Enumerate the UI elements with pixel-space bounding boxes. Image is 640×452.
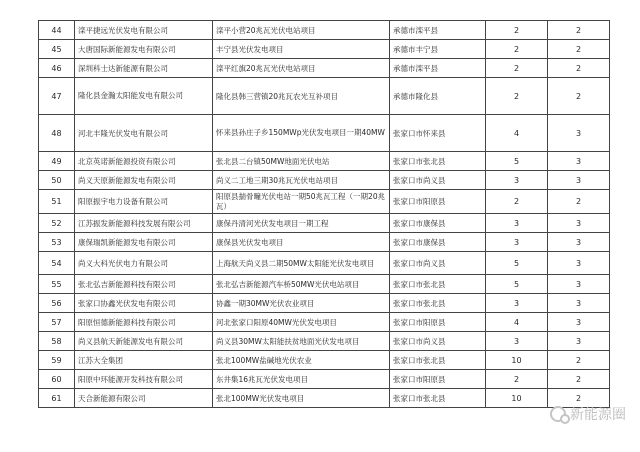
- location-cell: 张家口市怀来县: [390, 115, 486, 152]
- company-cell: 天合新能源有限公司: [75, 389, 213, 408]
- value2-cell: 2: [548, 190, 610, 214]
- value1-cell: 5: [486, 252, 548, 275]
- value2-cell: 3: [548, 252, 610, 275]
- project-cell: 阳原县揣骨疃光伏电站一期50兆瓦工程（一期20兆瓦）: [213, 190, 390, 214]
- location-cell: 张家口市阳原县: [390, 190, 486, 214]
- value1-cell: 5: [486, 152, 548, 171]
- table-row: [39, 275, 610, 294]
- company-cell: 阳原振宇电力设备有限公司: [75, 190, 213, 214]
- company-cell: 阳原恒德新能源科技有限公司: [75, 313, 213, 332]
- company-cell: 张北弘吉新能源科技有限公司: [75, 275, 213, 294]
- value1-cell: 2: [486, 190, 548, 214]
- row-number: 51: [39, 190, 75, 214]
- value2-cell: 3: [548, 171, 610, 190]
- company-cell: 张家口协鑫光伏发电有限公司: [75, 294, 213, 313]
- company-cell: 尚义天原新能源发电有限公司: [75, 171, 213, 190]
- location-cell: 承德市滦平县: [390, 59, 486, 78]
- value1-cell: 3: [486, 294, 548, 313]
- project-cell: 怀来县孙庄子乡150MWp光伏发电项目一期40MW: [213, 115, 390, 152]
- table-row: [39, 190, 610, 214]
- project-cell: 张北100MW盐碱地光伏农业: [213, 351, 390, 370]
- company-cell: 隆化县金瀚太阳能发电有限公司: [75, 78, 213, 115]
- table-row: [39, 21, 610, 40]
- location-cell: 张家口市张北县: [390, 275, 486, 294]
- row-number: 47: [39, 78, 75, 115]
- value2-cell: 3: [548, 294, 610, 313]
- company-cell: 滦平捷远光伏发电有限公司: [75, 21, 213, 40]
- table-row: [39, 332, 610, 351]
- project-cell: 协鑫一期30MW光伏农业项目: [213, 294, 390, 313]
- row-number: 49: [39, 152, 75, 171]
- table-body: [39, 21, 610, 408]
- location-cell: 承德市隆化县: [390, 78, 486, 115]
- location-cell: 张家口市张北县: [390, 351, 486, 370]
- company-cell: 河北丰隆光伏发电有限公司: [75, 115, 213, 152]
- project-table: [38, 20, 610, 408]
- table-row: [39, 294, 610, 313]
- table-row: [39, 370, 610, 389]
- company-cell: 深圳科士达新能源有限公司: [75, 59, 213, 78]
- value2-cell: 3: [548, 152, 610, 171]
- table-row: [39, 252, 610, 275]
- value2-cell: 2: [548, 59, 610, 78]
- project-cell: 上海航天尚义县二期50MW太阳能光伏发电项目: [213, 252, 390, 275]
- table-row: [39, 313, 610, 332]
- row-number: 59: [39, 351, 75, 370]
- value1-cell: 3: [486, 233, 548, 252]
- table-row: [39, 59, 610, 78]
- value1-cell: 10: [486, 351, 548, 370]
- value2-cell: 3: [548, 214, 610, 233]
- project-cell: 丰宁县光伏发电项目: [213, 40, 390, 59]
- value2-cell: 3: [548, 313, 610, 332]
- location-cell: 张家口市康保县: [390, 214, 486, 233]
- value2-cell: 3: [548, 275, 610, 294]
- row-number: 44: [39, 21, 75, 40]
- location-cell: 张家口市尚义县: [390, 171, 486, 190]
- value1-cell: 2: [486, 21, 548, 40]
- row-number: 57: [39, 313, 75, 332]
- table-row: [39, 152, 610, 171]
- value1-cell: 2: [486, 40, 548, 59]
- location-cell: 张家口市尚义县: [390, 332, 486, 351]
- value1-cell: 3: [486, 332, 548, 351]
- company-cell: 大唐国际新能源发电有限公司: [75, 40, 213, 59]
- value1-cell: 2: [486, 78, 548, 115]
- location-cell: 承德市滦平县: [390, 21, 486, 40]
- company-cell: 尚义县航天新能源发电有限公司: [75, 332, 213, 351]
- project-cell: 尚义二工地三期30兆瓦光伏电站项目: [213, 171, 390, 190]
- location-cell: 张家口市尚义县: [390, 252, 486, 275]
- row-number: 50: [39, 171, 75, 190]
- company-cell: 尚义大科光伏电力有限公司: [75, 252, 213, 275]
- location-cell: 张家口市阳原县: [390, 370, 486, 389]
- table-row: [39, 78, 610, 115]
- company-cell: 阳原中环能源开发科技有限公司: [75, 370, 213, 389]
- row-number: 58: [39, 332, 75, 351]
- table-row: [39, 40, 610, 59]
- location-cell: 张家口市张北县: [390, 389, 486, 408]
- watermark: [550, 404, 626, 424]
- company-cell: 北京英诺新能源投资有限公司: [75, 152, 213, 171]
- project-cell: 滦平红旗20兆瓦光伏电站项目: [213, 59, 390, 78]
- project-cell: 康保丹清河光伏发电项目一期工程: [213, 214, 390, 233]
- project-cell: 张北县二台镇50MW地面光伏电站: [213, 152, 390, 171]
- row-number: 60: [39, 370, 75, 389]
- row-number: 46: [39, 59, 75, 78]
- value2-cell: 2: [548, 351, 610, 370]
- value1-cell: 2: [486, 59, 548, 78]
- value1-cell: 3: [486, 214, 548, 233]
- company-cell: 江苏大全集团: [75, 351, 213, 370]
- value2-cell: 2: [548, 389, 610, 408]
- value2-cell: 3: [548, 233, 610, 252]
- location-cell: 张家口市康保县: [390, 233, 486, 252]
- location-cell: 张家口市阳原县: [390, 313, 486, 332]
- table-row: [39, 115, 610, 152]
- table-row: [39, 214, 610, 233]
- company-cell: 江苏振发新能源科技发展有限公司: [75, 214, 213, 233]
- location-cell: 承德市丰宁县: [390, 40, 486, 59]
- value2-cell: 2: [548, 40, 610, 59]
- project-cell: 隆化县韩三营镇20兆瓦农光互补项目: [213, 78, 390, 115]
- row-number: 61: [39, 389, 75, 408]
- location-cell: 张家口市张北县: [390, 152, 486, 171]
- project-cell: 河北张家口阳原40MW光伏发电项目: [213, 313, 390, 332]
- company-cell: 康保瑞凯新能源发电有限公司: [75, 233, 213, 252]
- value2-cell: 2: [548, 78, 610, 115]
- table-row: [39, 389, 610, 408]
- project-cell: 张北弘吉新能源汽车桥50MW光伏电站项目: [213, 275, 390, 294]
- value1-cell: 5: [486, 275, 548, 294]
- value2-cell: 3: [548, 332, 610, 351]
- project-cell: 滦平小营20兆瓦光伏电站项目: [213, 21, 390, 40]
- project-cell: 东井集16兆瓦光伏发电项目: [213, 370, 390, 389]
- watermark-text: 新能源圈: [570, 407, 626, 423]
- project-cell: 张北100MW光伏发电项目: [213, 389, 390, 408]
- row-number: 55: [39, 275, 75, 294]
- row-number: 48: [39, 115, 75, 152]
- row-number: 56: [39, 294, 75, 313]
- table-row: [39, 351, 610, 370]
- value2-cell: 2: [548, 370, 610, 389]
- value2-cell: 2: [548, 21, 610, 40]
- row-number: 54: [39, 252, 75, 275]
- wechat-icon: [550, 406, 566, 422]
- value1-cell: 10: [486, 389, 548, 408]
- value1-cell: 4: [486, 115, 548, 152]
- value1-cell: 3: [486, 171, 548, 190]
- table-row: [39, 171, 610, 190]
- project-cell: 康保县光伏发电项目: [213, 233, 390, 252]
- value2-cell: 3: [548, 115, 610, 152]
- table-row: [39, 233, 610, 252]
- value1-cell: 4: [486, 313, 548, 332]
- location-cell: 张家口市张北县: [390, 294, 486, 313]
- row-number: 53: [39, 233, 75, 252]
- row-number: 52: [39, 214, 75, 233]
- value1-cell: 2: [486, 370, 548, 389]
- project-cell: 尚义县30MW太阳能扶贫地面光伏发电项目: [213, 332, 390, 351]
- row-number: 45: [39, 40, 75, 59]
